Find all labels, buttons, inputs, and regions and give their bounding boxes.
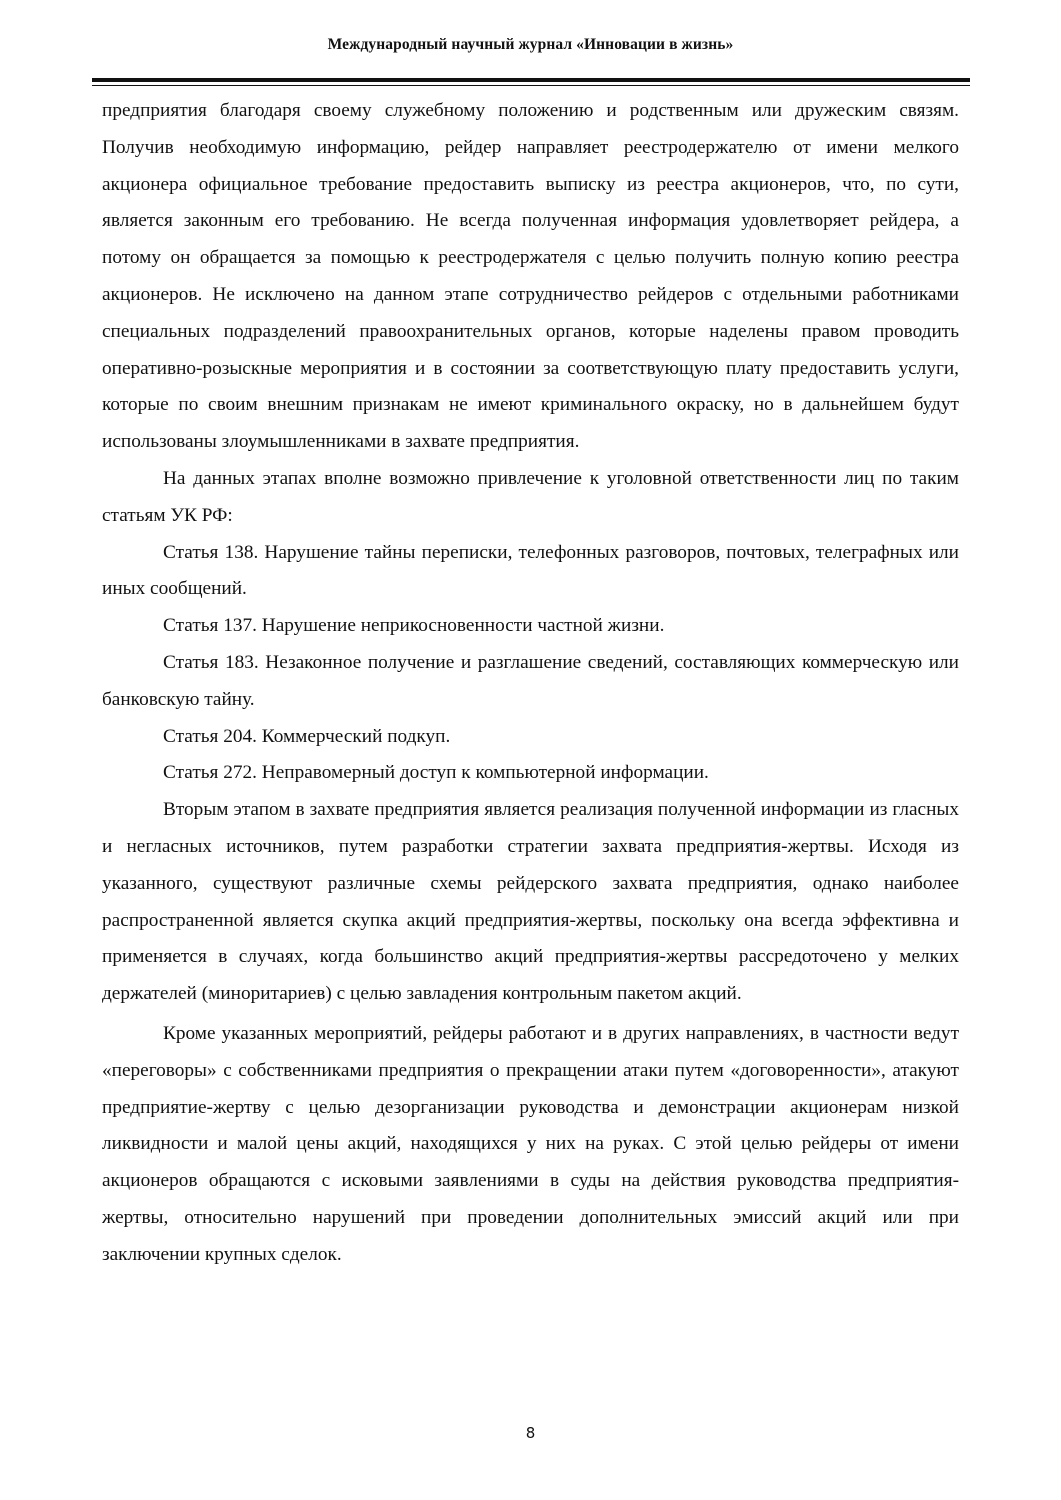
paragraph: предприятия благодаря своему служебному положению и родственным или дружеским связям. Получив необходимую информацию, рейдер направляет реестродержателю от имени мелкого акционера официальное требование предоставить выписку из реестра акционеров, что, по сути, является законным его требованию. Не всегда полученная информация удовлетворяет рейдера, а потому он обращается за помощью к реестродержателя с целью получить полную копию реестра акционеров. Не исключено на данном этапе сотрудничество рейдеров с отдельными работниками специальных подразделений правоохранительных органов, которые наделены правом проводить оперативно-розыскные мероприятия и в состоянии за соответствующую плату предоставить услуги, которые по своим внешним признакам не имеют криминального окраску, но в дальнейшем будут использованы злоумышленниками в захвате предприятия. xyxy=(102,100,959,453)
page-number: 8 xyxy=(525,1424,536,1442)
journal-header: Международный научный журнал «Инновации в жизнь» xyxy=(327,36,734,53)
paragraph-article-138: Статья 138. Нарушение тайны переписки, телефонных разговоров, почтовых, телеграфных или иных сообщений. xyxy=(102,541,959,600)
paragraph-article-272: Статья 272. Неправомерный доступ к компьютерной информации. xyxy=(163,762,709,784)
paragraph-article-183: Статья 183. Незаконное получение и разглашение сведений, составляющих коммерческую или банковскую тайну. xyxy=(102,651,959,710)
header-divider-thick xyxy=(92,78,970,82)
header-divider-thin xyxy=(92,85,970,86)
paragraph: Кроме указанных мероприятий, рейдеры работают и в других направлениях, в частности ведут «переговоры» с собственниками предприятия о прекращении атаки путем «договоренности», атакуют предприятие-жертву с целью дезорганизации руководства и демонстрации акционерам низкой ликвидности и малой цены акций, находящихся у них на руках. С этой целью рейдеры от имени акционеров обращаются с исковыми заявлениями в суды на действия руководства предприятия-жертвы, относительно нарушений при проведении дополнительных эмиссий акций или при заключении крупных сделок. xyxy=(102,1022,959,1265)
article-body xyxy=(102,93,959,1274)
paragraph: На данных этапах вполне возможно привлечение к уголовной ответственности лиц по таким статьям УК РФ: xyxy=(102,467,959,526)
paragraph-article-137: Статья 137. Нарушение неприкосновенности частной жизни. xyxy=(163,615,665,637)
paragraph-article-204: Статья 204. Коммерческий подкуп. xyxy=(163,725,451,747)
paragraph: Вторым этапом в захвате предприятия является реализация полученной информации из гласных и негласных источников, путем разработки стратегии захвата предприятия-жертвы. Исходя из указанного, существуют различные схемы рейдерского захвата предприятия, однако наиболее распространенной является скупка акций предприятия-жертвы, поскольку она всегда эффективна и применяется в случаях, когда большинство акций предприятия-жертвы рассредоточено у мелких держателей (миноритариев) с целью завладения контрольным пакетом акций. xyxy=(102,799,959,1005)
